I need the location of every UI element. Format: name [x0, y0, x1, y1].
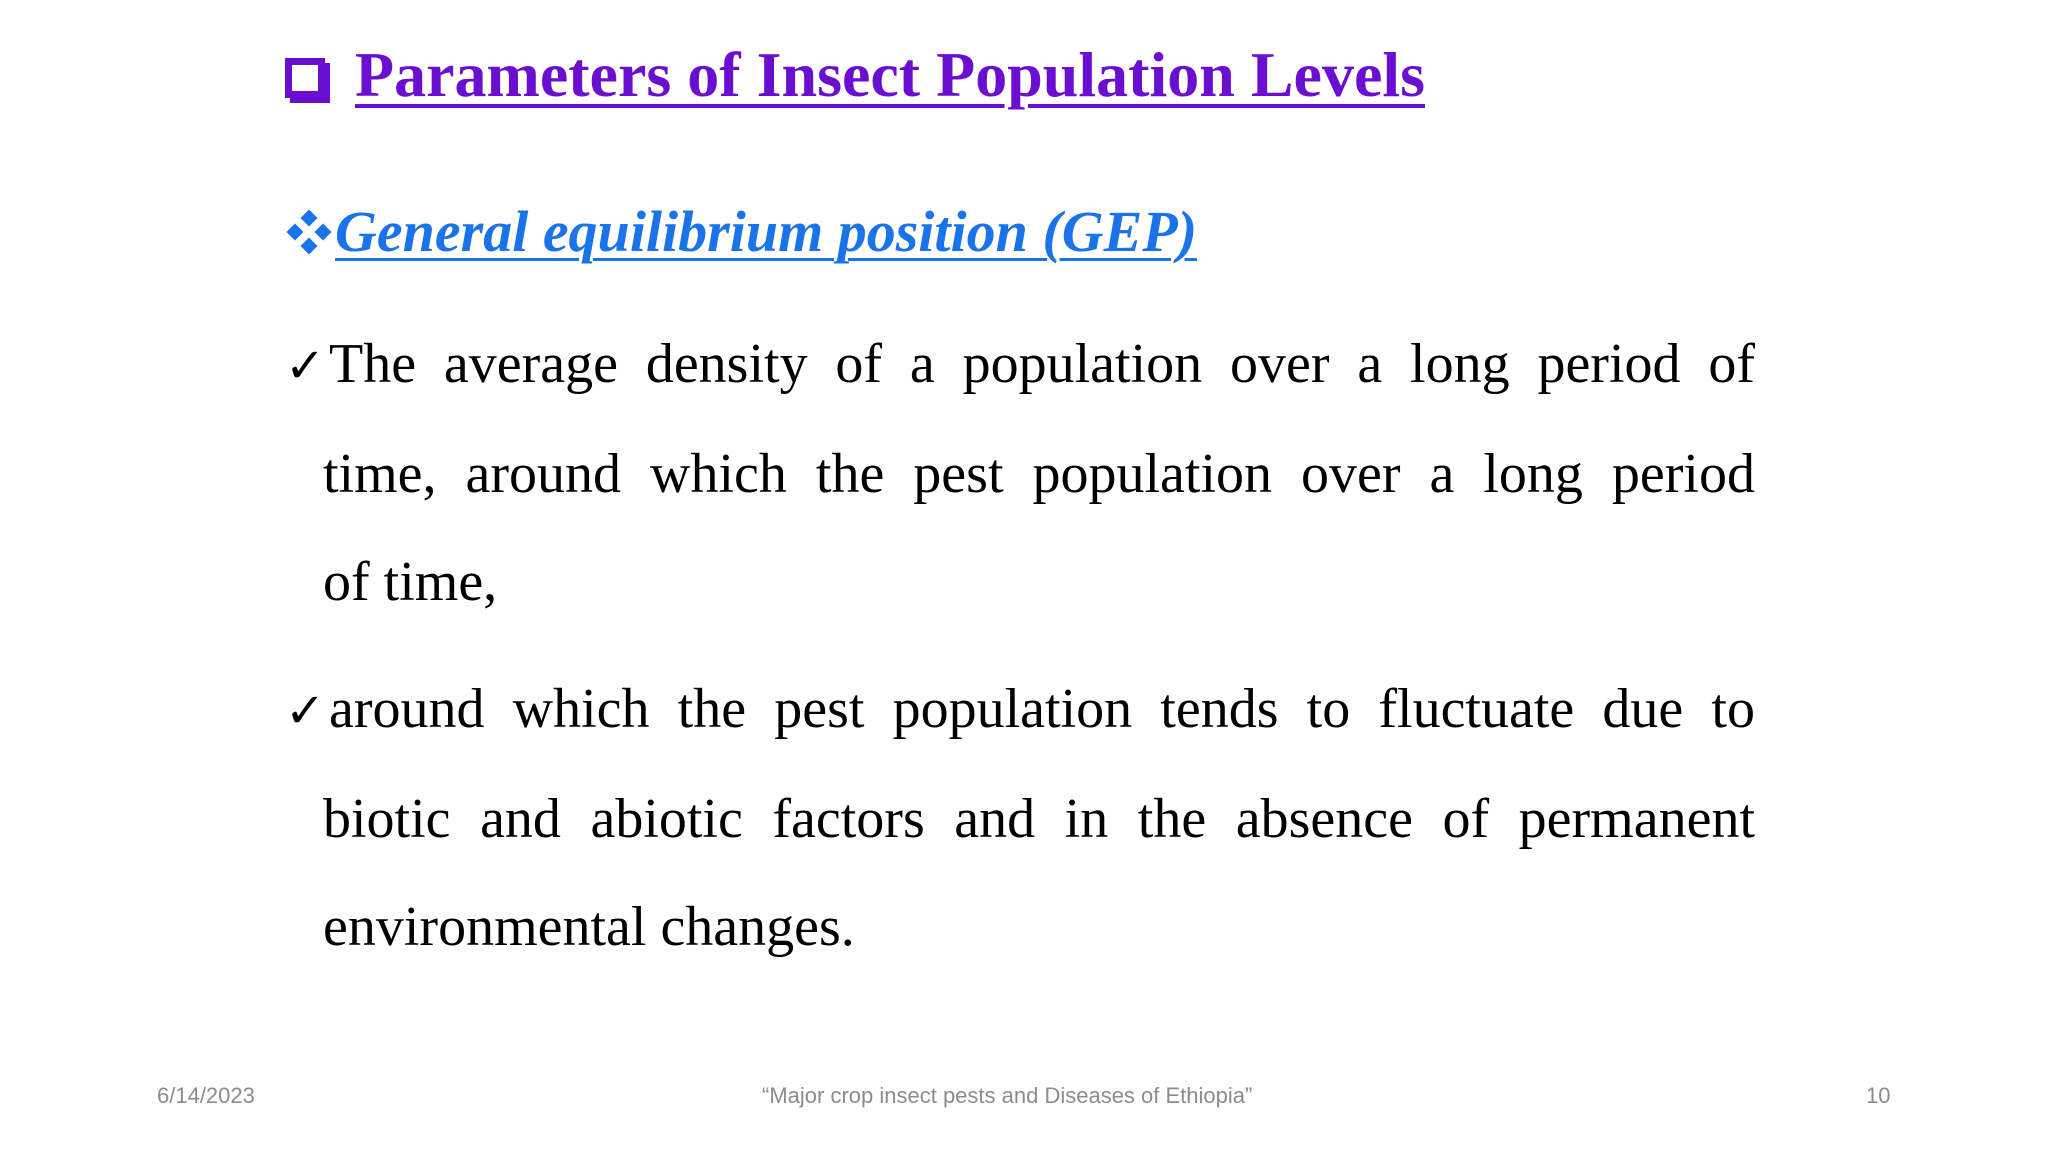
checkbox-bullet-icon [285, 58, 325, 98]
footer-date: 6/14/2023 [157, 1083, 255, 1108]
diamond-bullet-icon [287, 210, 331, 254]
bullet-point [285, 310, 1755, 636]
bullet-text: around which the pest population tends to fluctuate due to [329, 678, 1755, 740]
footer-page-number: 10 [1866, 1083, 1891, 1108]
subheading: General equilibrium position (GEP) [335, 199, 1198, 264]
bullet-line [285, 310, 1755, 420]
footer-title: “Major crop insect pests and Diseases of Ethiopia” [762, 1083, 1253, 1108]
bullet-text: The average density of a population over a long period of [329, 333, 1755, 395]
bullet-line [285, 655, 1755, 765]
checkmark-icon: ✓ [285, 683, 326, 739]
subheading-row [287, 198, 1197, 265]
slide-title: Parameters of Insect Population Levels [355, 39, 1426, 110]
bullet-line: environmental changes. [323, 896, 855, 958]
bullet-line: biotic and abiotic factors and in the absence of permanent [323, 788, 1755, 850]
checkmark-icon: ✓ [285, 338, 326, 394]
bullet-line: of time, [323, 551, 498, 613]
bullet-point [285, 655, 1755, 981]
slide-title-row [285, 38, 1425, 112]
bullet-line: time, around which the pest population over a long period [323, 443, 1755, 505]
